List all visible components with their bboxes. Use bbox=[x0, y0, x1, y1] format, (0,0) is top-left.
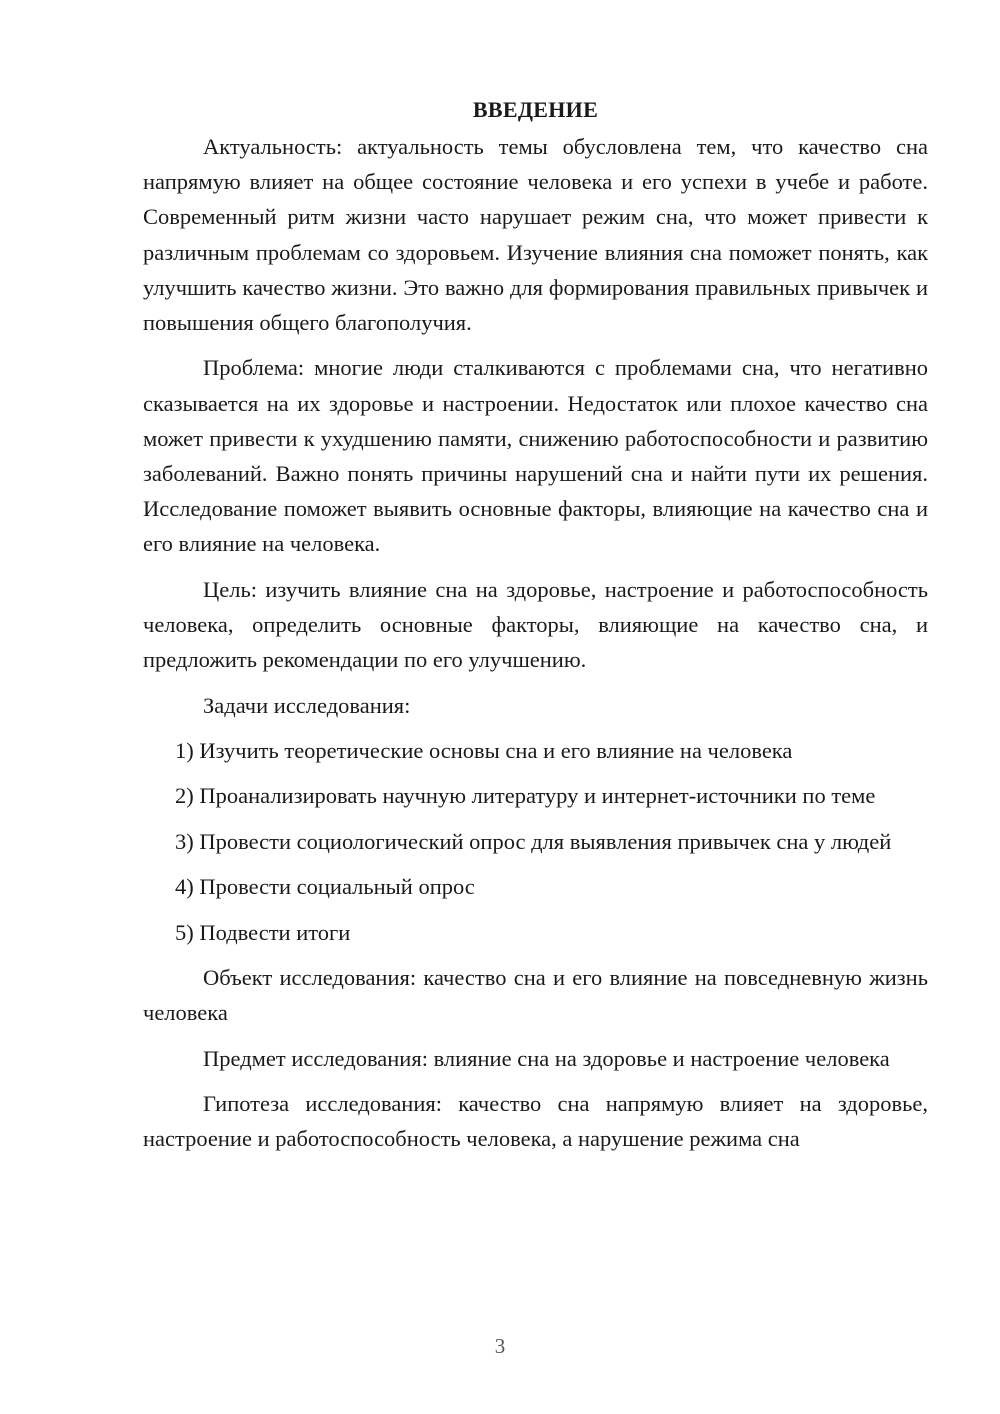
paragraph-problem: Проблема: многие люди сталкиваются с проблемами сна, что негативно сказывается на их здоровье и настроении. Недостаток или плохое качество сна может привести к ухудшению памяти, снижению работоспособности и развитию заболеваний. Важно понять причины нарушений сна и найти пути их решения. Исследование поможет выявить основные факторы, влияющие на качество сна и его влияние на человека. bbox=[143, 355, 928, 557]
paragraph-relevance: Актуальность: актуальность темы обусловлена тем, что качество сна напрямую влияет на общее состояние человека и его успехи в учебе и работе. Современный ритм жизни часто нарушает режим сна, что может привести к различным проблемам со здоровьем. Изучение влияния сна поможет понять, как улучшить качество жизни. Это важно для формирования правильных привычек и повышения общего благополучия. bbox=[143, 134, 928, 336]
task-item-1: 1) Изучить теоретические основы сна и его влияние на человека bbox=[175, 738, 793, 763]
page-number: 3 bbox=[494, 1334, 506, 1358]
page-title: ВВЕДЕНИЕ bbox=[472, 97, 599, 122]
task-item-2: 2) Проанализировать научную литературу и интернет-источники по теме bbox=[175, 783, 876, 809]
task-item-4: 4) Провести социальный опрос bbox=[175, 874, 475, 900]
tasks-heading: Задачи исследования: bbox=[203, 692, 411, 718]
task-item-3: 3) Провести социологический опрос для выявления привычек сна у людей bbox=[175, 828, 892, 854]
task-item-5: 5) Подвести итоги bbox=[175, 919, 351, 945]
paragraph-subject: Предмет исследования: влияние сна на здоровье и настроение человека bbox=[203, 1045, 890, 1071]
paragraph-hypothesis: Гипотеза исследования: качество сна напрямую влияет на здоровье, настроение и работоспособность человека, а нарушение режима сна bbox=[143, 1090, 928, 1152]
paragraph-object: Объект исследования: качество сна и его влияние на повседневную жизнь человека bbox=[143, 964, 928, 1026]
paragraph-goal: Цель: изучить влияние сна на здоровье, настроение и работоспособность человека, определить основные факторы, влияющие на качество сна, и предложить рекомендации по его улучшению. bbox=[143, 576, 928, 673]
document-page bbox=[143, 92, 928, 1167]
